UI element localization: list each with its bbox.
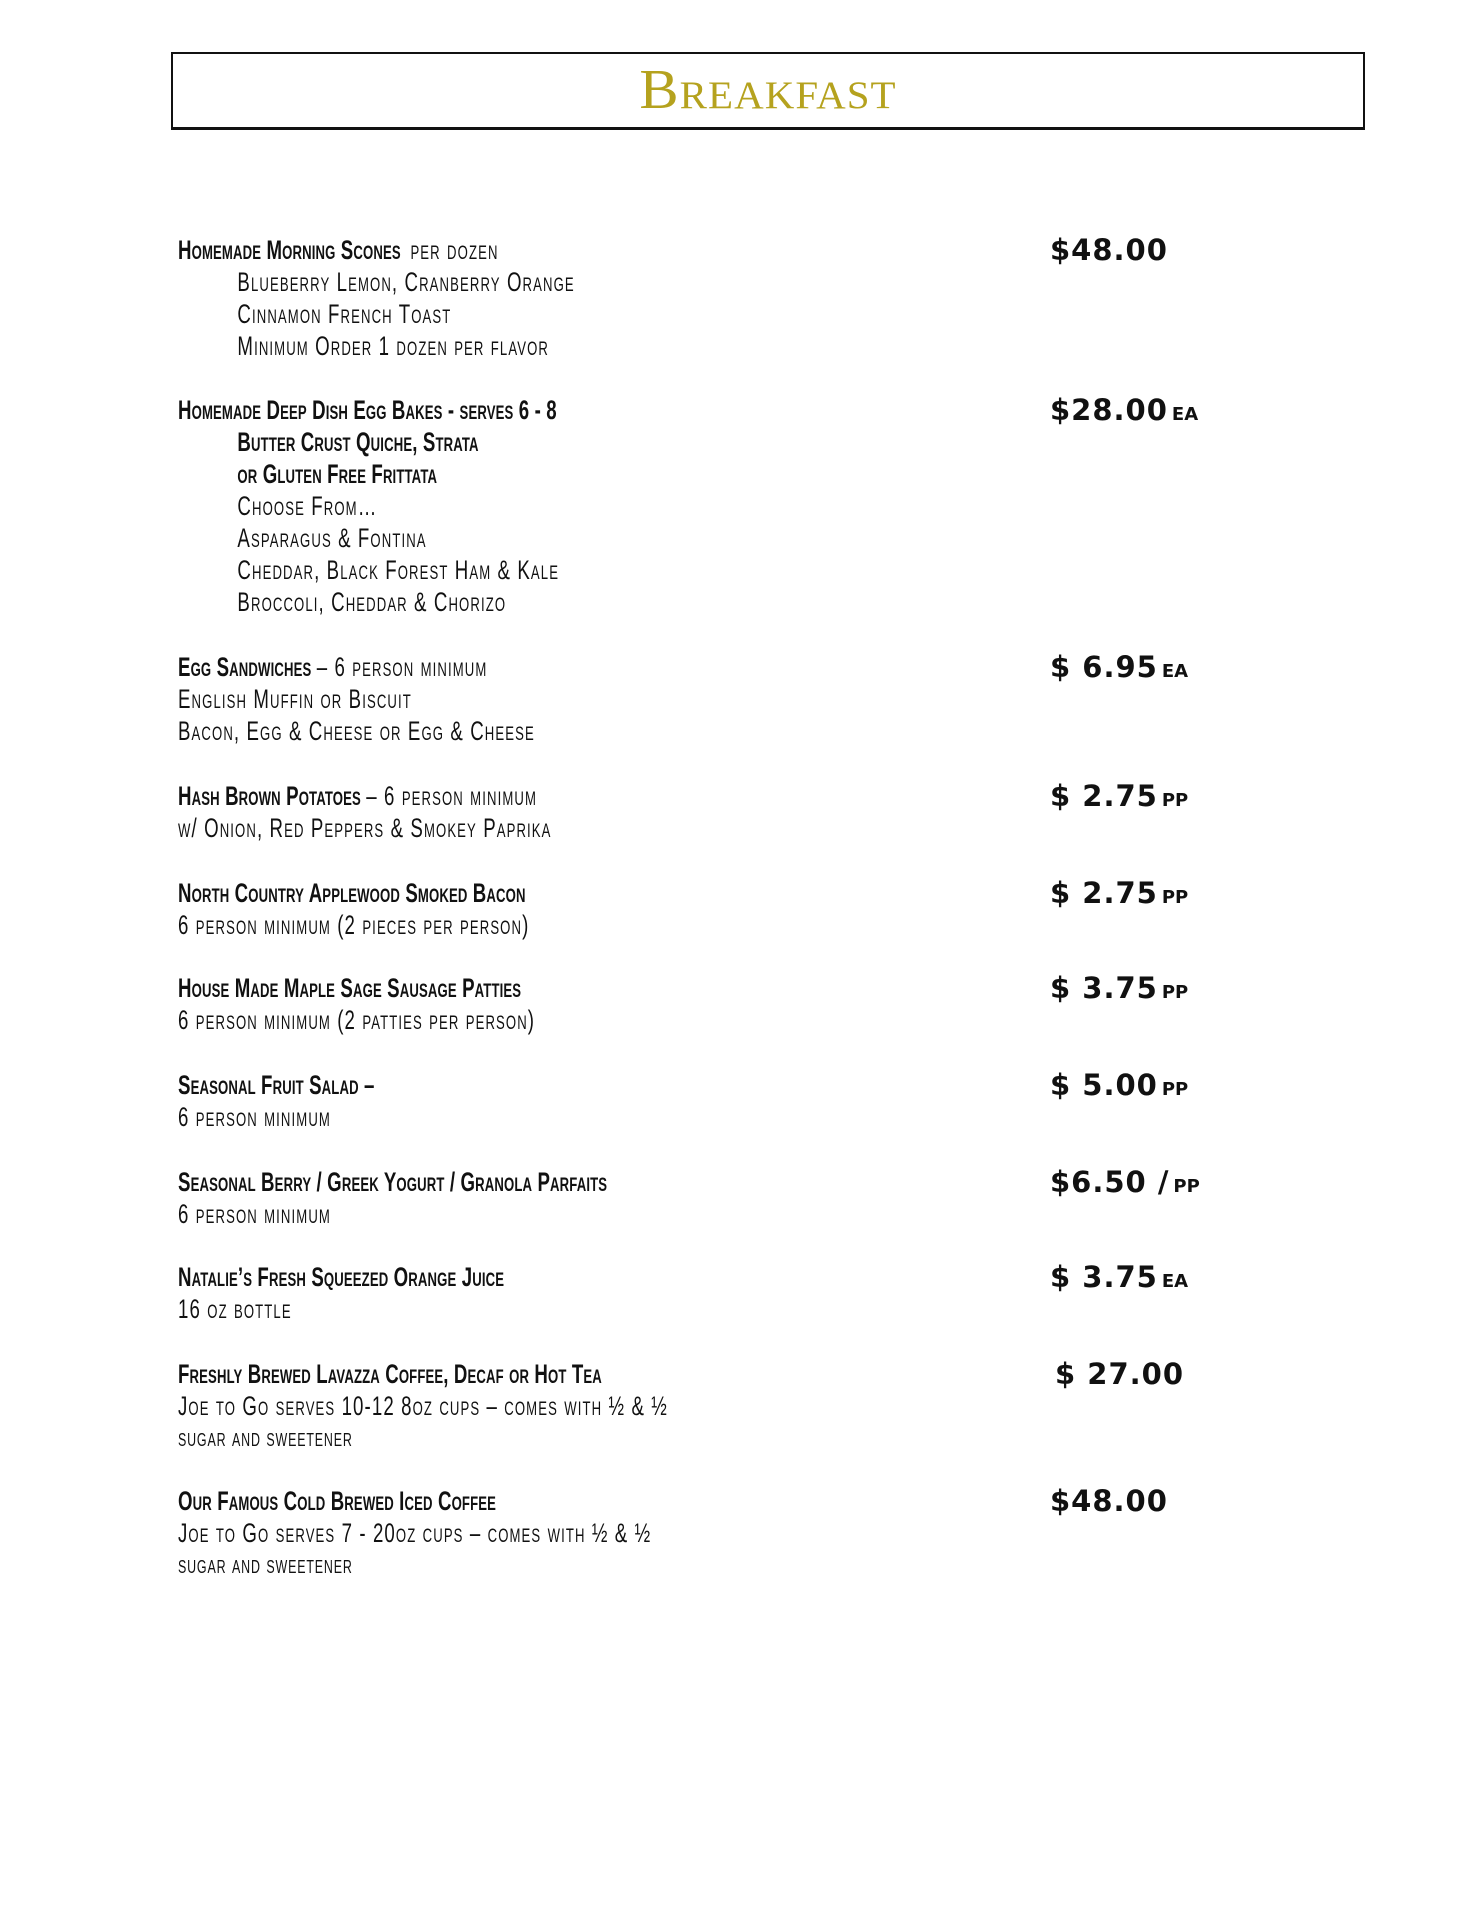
price-value: $ 6.95 bbox=[1050, 650, 1158, 684]
item-name: Freshly Brewed Lavazza Coffee, Decaf or Hot Tea bbox=[178, 1359, 602, 1389]
item-detail: Joe to Go serves 7 - 20oz cups – comes with ½ & ½ bbox=[178, 1518, 652, 1548]
item-detail: English Muffin or Biscuit bbox=[178, 684, 412, 714]
item-name: Egg Sandwiches bbox=[178, 652, 312, 682]
item-bold-detail: Butter Crust Quiche, Strata bbox=[237, 427, 479, 457]
price-value: $ 5.00 bbox=[1050, 1068, 1158, 1102]
item-name: Seasonal Fruit Salad – bbox=[178, 1070, 375, 1100]
item-name: Seasonal Berry / Greek Yogurt / Granola Parfaits bbox=[178, 1167, 608, 1197]
item-detail: Blueberry Lemon, Cranberry Orange bbox=[237, 267, 575, 297]
menu-item-hash-browns bbox=[178, 780, 1408, 844]
price-value: $6.50 / bbox=[1050, 1165, 1170, 1199]
price-value: $ 2.75 bbox=[1050, 876, 1158, 910]
price-unit: ea bbox=[1161, 654, 1189, 683]
page-title: Breakfast bbox=[639, 59, 897, 121]
price-unit: pp bbox=[1161, 880, 1189, 909]
price-unit: ea bbox=[1171, 397, 1199, 426]
menu-item-egg-bakes bbox=[178, 394, 1408, 618]
item-detail: sugar and sweetener bbox=[178, 1424, 353, 1452]
item-heading bbox=[178, 651, 1028, 683]
item-note: – 6 person minimum bbox=[316, 652, 488, 682]
item-detail: w/ Onion, Red Peppers & Smokey Paprika bbox=[178, 813, 552, 843]
menu-item-egg-sandwiches bbox=[178, 651, 1408, 747]
item-price bbox=[1050, 1485, 1172, 1517]
item-price bbox=[1050, 1261, 1188, 1293]
item-name: Homemade Morning Scones bbox=[178, 235, 401, 265]
price-value: $ 3.75 bbox=[1050, 971, 1158, 1005]
item-note: per dozen bbox=[410, 235, 499, 265]
item-price bbox=[1050, 651, 1188, 683]
item-heading bbox=[178, 234, 1028, 266]
menu-item-bacon bbox=[178, 877, 1408, 941]
item-detail: Bacon, Egg & Cheese or Egg & Cheese bbox=[178, 716, 535, 746]
item-detail: Asparagus & Fontina bbox=[237, 523, 427, 553]
item-name: Our Famous Cold Brewed Iced Coffee bbox=[178, 1486, 497, 1516]
item-detail: sugar and sweetener bbox=[178, 1551, 353, 1579]
price-unit: ea bbox=[1161, 1264, 1189, 1293]
item-name: Natalie’s Fresh Squeezed Orange Juice bbox=[178, 1262, 505, 1292]
item-detail: 6 person minimum (2 pieces per person) bbox=[178, 910, 530, 940]
item-detail: Minimum Order 1 dozen per flavor bbox=[237, 331, 549, 361]
item-detail: 6 person minimum bbox=[178, 1102, 331, 1132]
menu-item-parfaits bbox=[178, 1166, 1408, 1230]
title-banner bbox=[171, 52, 1365, 130]
item-detail: Joe to Go serves 10-12 8oz cups – comes with ½ & ½ bbox=[178, 1391, 668, 1421]
item-name: Hash Brown Potatoes bbox=[178, 781, 361, 811]
price-unit: pp bbox=[1161, 1072, 1189, 1101]
item-name: Homemade Deep Dish Egg Bakes - serves 6 - 8 bbox=[178, 395, 557, 425]
item-heading bbox=[178, 780, 1028, 812]
item-price bbox=[1050, 1069, 1188, 1101]
item-detail: 6 person minimum (2 patties per person) bbox=[178, 1005, 536, 1035]
price-unit: pp bbox=[1173, 1169, 1200, 1198]
item-price bbox=[1050, 1166, 1200, 1198]
price-value: $ 27.00 bbox=[1055, 1357, 1185, 1391]
item-detail: 6 person minimum bbox=[178, 1199, 331, 1229]
price-value: $28.00 bbox=[1050, 393, 1168, 427]
item-bold-detail: or Gluten Free Frittata bbox=[237, 459, 438, 489]
item-price bbox=[1050, 780, 1188, 812]
item-price bbox=[1050, 394, 1198, 426]
price-value: $ 3.75 bbox=[1050, 1260, 1158, 1294]
menu-item-hot-coffee bbox=[178, 1358, 1408, 1454]
item-detail: Broccoli, Cheddar & Chorizo bbox=[237, 587, 507, 617]
price-unit: pp bbox=[1161, 975, 1189, 1004]
menu-item-scones bbox=[178, 234, 1408, 362]
item-note: – 6 person minimum bbox=[366, 781, 537, 811]
price-value: $48.00 bbox=[1050, 1484, 1168, 1518]
item-detail: 16 oz bottle bbox=[178, 1294, 292, 1324]
item-detail: Cheddar, Black Forest Ham & Kale bbox=[237, 555, 560, 585]
item-detail: Choose From… bbox=[237, 491, 378, 521]
menu-item-orange-juice bbox=[178, 1261, 1408, 1325]
item-name: House Made Maple Sage Sausage Patties bbox=[178, 973, 522, 1003]
item-price bbox=[1050, 877, 1188, 909]
item-price bbox=[1050, 234, 1172, 266]
item-price bbox=[1050, 972, 1188, 1004]
item-price bbox=[1055, 1358, 1188, 1390]
menu-item-iced-coffee bbox=[178, 1485, 1408, 1581]
menu-item-fruit-salad bbox=[178, 1069, 1408, 1133]
menu-item-sausage bbox=[178, 972, 1408, 1036]
price-value: $ 2.75 bbox=[1050, 779, 1158, 813]
item-detail: Cinnamon French Toast bbox=[237, 299, 452, 329]
price-value: $48.00 bbox=[1050, 233, 1168, 267]
price-unit: pp bbox=[1161, 783, 1189, 812]
item-name: North Country Applewood Smoked Bacon bbox=[178, 878, 526, 908]
